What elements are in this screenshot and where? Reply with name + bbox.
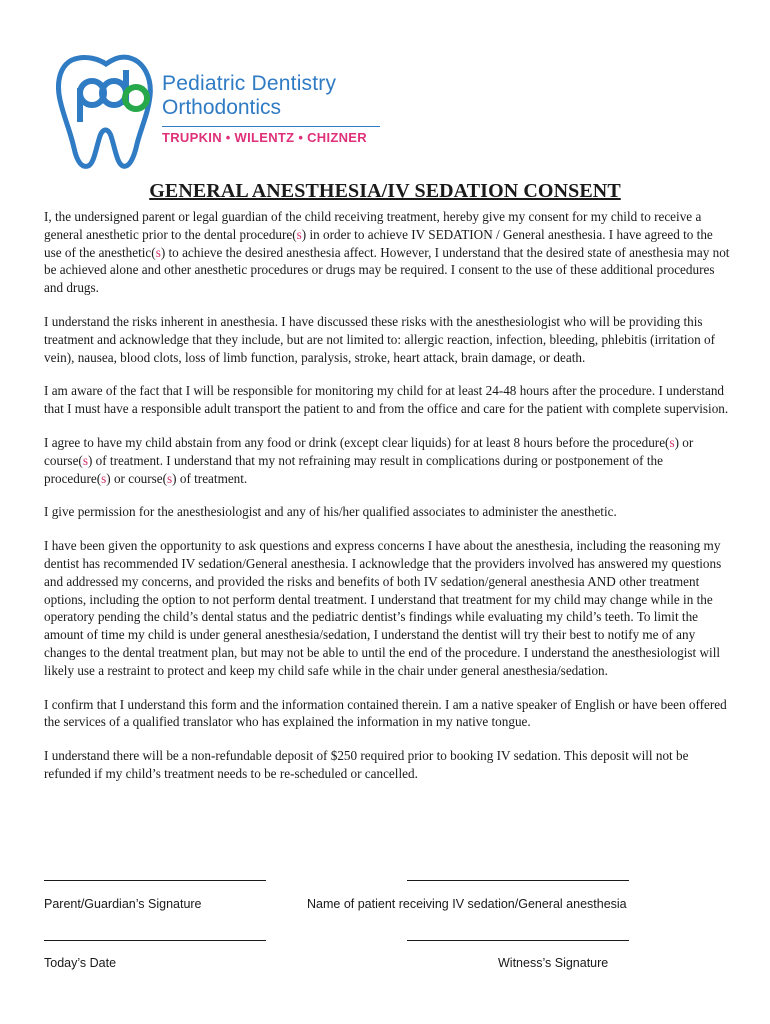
brand-name-line1: Pediatric Dentistry <box>162 72 337 95</box>
paragraph-consent: I, the undersigned parent or legal guardian of the child receiving treatment, hereby give my consent for my child to receive a general anesthetic prior to the dental procedure(s) in order to achieve IV SEDATION / General anesthesia. I have agreed to the use of the anesthetic(s) to achieve the desired anesthesia affect. However, I understand that the desired state of anesthesia may not be achieved alone and other anesthetic procedures or drugs may be required. I consent to the use of these additional procedures and drugs. <box>44 209 730 296</box>
brand-name-line2: Orthodontics <box>162 96 282 119</box>
brand-doctors: TRUPKIN • WILENTZ • CHIZNER <box>162 130 367 145</box>
paragraph-deposit: I understand there will be a non-refundable deposit of $250 required prior to booking IV sedation. This deposit will not be refunded if my child’s treatment needs to be re-scheduled or cancelled. <box>44 748 689 781</box>
paragraph-questions: I have been given the opportunity to ask questions and express concerns I have about the anesthesia, including the reasoning my dentist has recommended IV sedation/General anesthesia. I acknowledge that the providers involved has answered my questions and addressed my concerns, and provided the risks and benefits of both IV sedation/general anesthesia AND other treatment options, including the option to not perform dental treatment. I understand that treatment for my child may change while in the operatory pending the child’s dental status and the pediatric dentist’s findings while evaluating my child’s teeth. To limit the amount of time my child is under general anesthesia/sedation, I understand the dentist will try their best to notify me of any changes to the dental treatment plan, but may not be able to until the end of the procedure. I understand the anesthesiologist will likely use a restraint to protect and keep my child safe while in the chair under general anesthesia/sedation. <box>44 538 722 678</box>
practice-logo <box>52 48 392 173</box>
witness-signature-line[interactable] <box>407 940 629 941</box>
consent-body <box>44 208 732 799</box>
logo-text <box>162 72 402 146</box>
tooth-logo-icon <box>52 48 160 173</box>
patient-name-line[interactable] <box>407 880 629 881</box>
parent-signature-label: Parent/Guardian’s Signature <box>44 897 202 911</box>
paragraph-confirm: I confirm that I understand this form and the information contained therein. I am a native speaker of English or have been offered the services of a qualified translator who has explained the information in my native tongue. <box>44 696 727 730</box>
patient-name-label: Name of patient receiving IV sedation/General anesthesia <box>307 897 627 911</box>
document-title: GENERAL ANESTHESIA/IV SEDATION CONSENT <box>149 180 621 202</box>
paragraph-risks: I understand the risks inherent in anesthesia. I have discussed these risks with the anesthesiologist who will be providing this treatment and acknowledge that they include, but are not limited to: allergic reaction, infection, bleeding, phlebitis (irritation of vein), nausea, blood clots, loss of limb function, paralysis, stroke, heart attack, brain damage, or death. <box>44 313 716 365</box>
brand-divider <box>162 126 380 127</box>
witness-signature-label: Witness’s Signature <box>498 956 609 970</box>
date-line[interactable] <box>44 940 266 941</box>
paragraph-permission: I give permission for the anesthesiologist and any of his/her qualified associates to administer the anesthetic. <box>44 504 617 520</box>
parent-signature-line[interactable] <box>44 880 266 881</box>
date-label: Today’s Date <box>44 956 117 970</box>
paragraph-fasting: I agree to have my child abstain from any food or drink (except clear liquids) for at least 8 hours before the procedure(s) or course(s) of treatment. I understand that my not refraining may result in complications during or postponement of the procedure(s) or course(s) of treatment. <box>44 434 694 486</box>
paragraph-monitoring: I am aware of the fact that I will be responsible for monitoring my child for at least 24-48 hours after the procedure. I understand that I must have a responsible adult transport the patient to and from the office and care for the patient with complete supervision. <box>44 383 729 417</box>
